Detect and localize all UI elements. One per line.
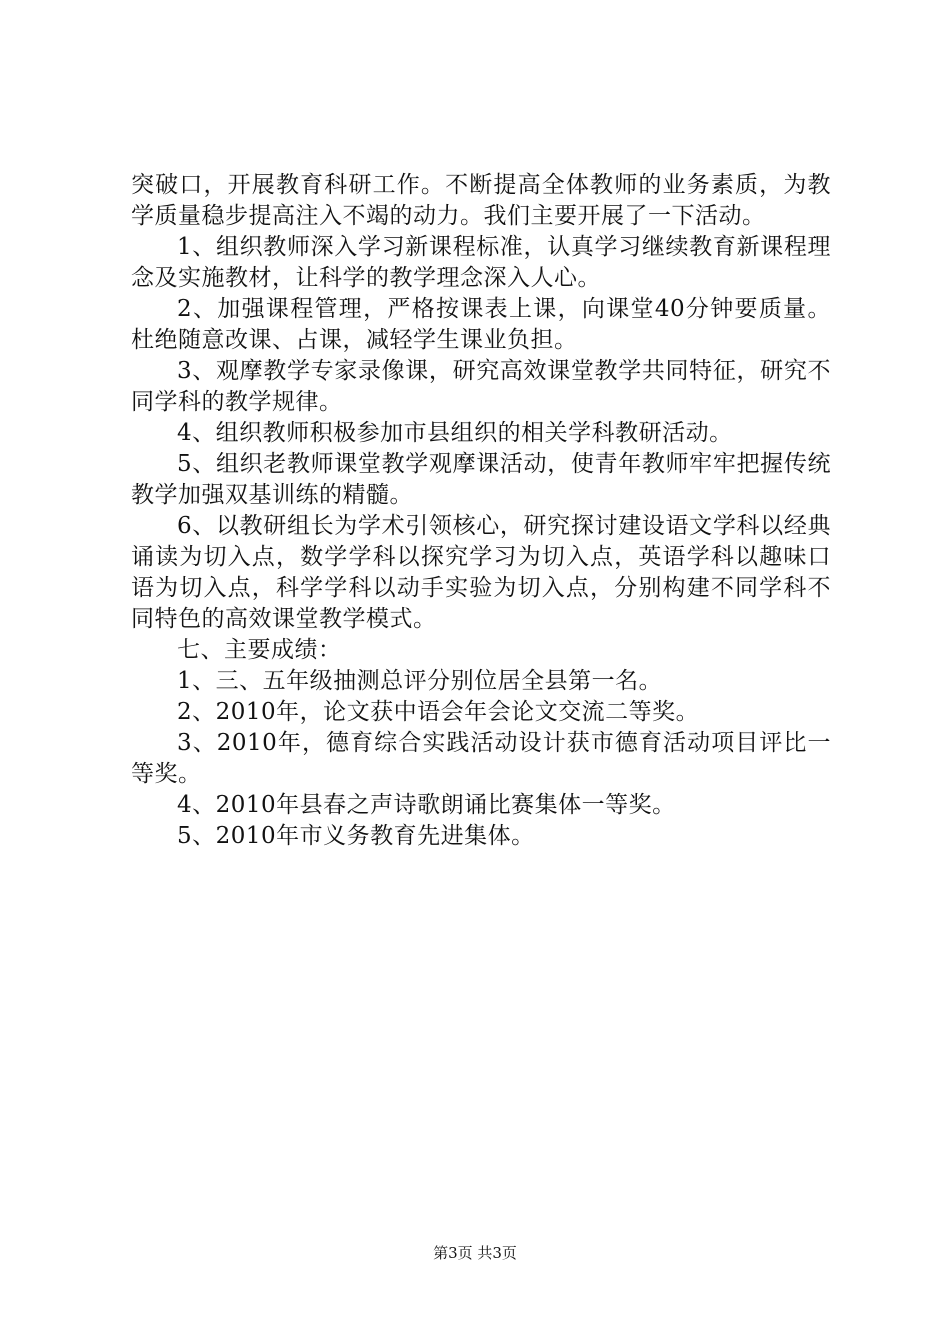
achievement-item-4: 4、2010年县春之声诗歌朗诵比赛集体一等奖。 [177, 792, 676, 818]
achievement-item-2: 2、2010年，论文获中语会年会论文交流二等奖。 [177, 699, 700, 725]
paragraph-item-5: 5、组织老教师课堂教学观摩课活动，使青年教师牢牢把握传统教学加强双基训练的精髓。 [131, 451, 831, 508]
achievement-item-5: 5、2010年市义务教育先进集体。 [177, 823, 535, 849]
paragraph-continuation: 突破口，开展教育科研工作。不断提高全体教师的业务素质，为教学质量稳步提高注入不竭的动力。我们主要开展了一下活动。 [131, 172, 831, 229]
paragraph-item-4: 4、组织教师积极参加市县组织的相关学科教研活动。 [177, 420, 733, 446]
paragraph-item-2: 2、加强课程管理，严格按课表上课，向课堂40分钟要质量。杜绝随意改课、占课，减轻学生课业负担。 [131, 296, 831, 353]
achievement-item-1: 1、三、五年级抽测总评分别位居全县第一名。 [177, 668, 663, 694]
paragraph-item-6: 6、以教研组长为学术引领核心，研究探讨建设语文学科以经典诵读为切入点，数学学科以探究学习为切入点，英语学科以趣味口语为切入点，科学学科以动手实验为切入点，分别构建不同学科不同特色的高效课堂教学模式。 [131, 513, 831, 632]
page-footer [0, 1243, 950, 1263]
page-number-label: 第3页 共3页 [433, 1244, 517, 1262]
document-body [131, 170, 831, 852]
paragraph-item-3: 3、观摩教学专家录像课，研究高效课堂教学共同特征，研究不同学科的教学规律。 [131, 358, 831, 415]
paragraph-item-1: 1、组织教师深入学习新课程标准，认真学习继续教育新课程理念及实施教材，让科学的教学理念深入人心。 [131, 234, 831, 291]
achievement-item-3: 3、2010年，德育综合实践活动设计获市德育活动项目评比一等奖。 [131, 730, 831, 787]
section-heading-achievements: 七、主要成绩： [177, 637, 342, 663]
